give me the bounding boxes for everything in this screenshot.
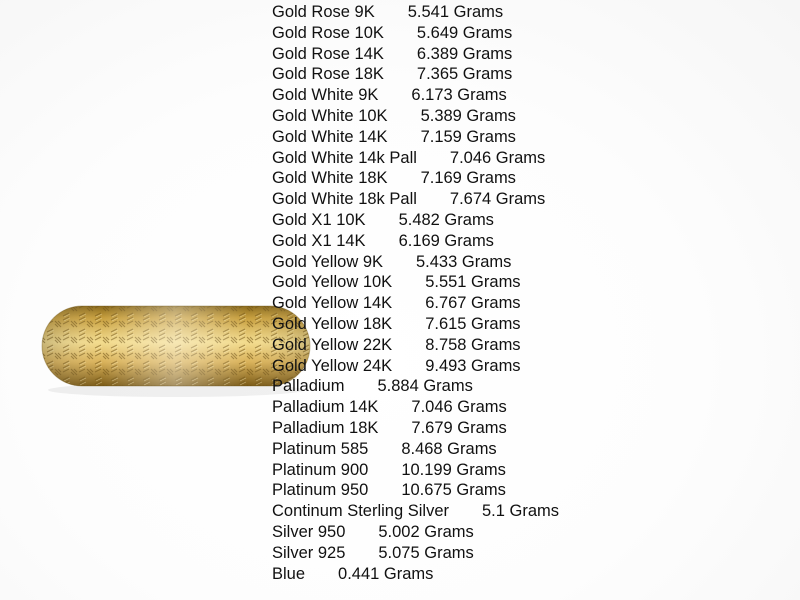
metal-weight: 10.675 Grams [401, 481, 506, 500]
metal-weight: 0.441 Grams [338, 564, 434, 583]
weight-row [272, 148, 559, 169]
weight-row [272, 356, 559, 377]
metal-weight: 6.767 Grams [425, 294, 521, 313]
metal-weight: 5.884 Grams [377, 377, 473, 396]
weight-row [272, 418, 559, 439]
metal-weight: 5.649 Grams [416, 23, 513, 42]
weight-row [272, 564, 559, 585]
metal-name: Gold Yellow 9K [272, 252, 383, 271]
weight-row [272, 501, 559, 522]
weight-row [272, 272, 559, 293]
metal-name: Platinum 585 [272, 439, 369, 458]
metal-weight: 5.551 Grams [425, 273, 521, 292]
weight-row [272, 543, 559, 564]
weight-row [272, 376, 559, 397]
metal-name: Gold White 9K [272, 86, 379, 105]
weight-row [272, 252, 559, 273]
weight-row [272, 480, 559, 501]
metal-name: Gold Rose 9K [272, 3, 375, 21]
metal-name: Gold Rose 10K [272, 23, 384, 42]
weight-row [272, 64, 559, 85]
metal-name: Gold X1 14K [272, 231, 366, 250]
metal-name: Blue [272, 564, 306, 583]
metal-weight: 5.1 Grams [482, 502, 560, 521]
metal-name: Silver 950 [272, 522, 346, 541]
metal-name: Gold White 14k Pall [272, 148, 417, 167]
metal-name: Platinum 950 [272, 481, 369, 500]
metal-weight: 7.679 Grams [411, 418, 507, 437]
metal-weight: 7.169 Grams [420, 169, 516, 188]
metal-weight: 7.046 Grams [449, 148, 546, 167]
metal-name: Continum Sterling Silver [272, 502, 449, 521]
weight-row [272, 23, 559, 44]
metal-weight: 7.159 Grams [420, 127, 516, 146]
metal-weight: 7.046 Grams [411, 398, 507, 417]
metal-name: Gold White 10K [272, 106, 388, 125]
metal-weight: 7.674 Grams [449, 190, 546, 209]
metal-name: Palladium 14K [272, 398, 379, 417]
weight-row [272, 189, 559, 210]
metal-weight-list [272, 2, 559, 584]
metal-name: Palladium [272, 377, 345, 396]
weight-row [272, 522, 559, 543]
metal-name: Gold Rose 18K [272, 65, 384, 84]
metal-weight: 7.365 Grams [416, 65, 513, 84]
metal-name: Gold Yellow 24K [272, 356, 393, 375]
weight-row [272, 335, 559, 356]
weight-row [272, 397, 559, 418]
metal-name: Gold White 18k Pall [272, 190, 417, 209]
metal-weight: 5.433 Grams [416, 252, 512, 271]
metal-weight: 6.173 Grams [411, 86, 507, 105]
metal-weight: 8.758 Grams [425, 335, 521, 354]
weight-row [272, 210, 559, 231]
metal-name: Silver 925 [272, 543, 346, 562]
metal-name: Gold White 18K [272, 169, 388, 188]
weight-row [272, 439, 559, 460]
metal-name: Platinum 900 [272, 460, 369, 479]
metal-weight: 6.169 Grams [398, 231, 494, 250]
metal-name: Palladium 18K [272, 418, 379, 437]
metal-weight: 10.199 Grams [401, 460, 506, 479]
metal-weight: 5.075 Grams [378, 543, 474, 562]
weight-row [272, 2, 559, 23]
weight-row [272, 85, 559, 106]
weight-row [272, 106, 559, 127]
weight-row [272, 127, 559, 148]
weight-row [272, 231, 559, 252]
weight-row [272, 314, 559, 335]
metal-name: Gold Yellow 18K [272, 314, 393, 333]
metal-name: Gold Yellow 10K [272, 273, 393, 292]
weight-row [272, 44, 559, 65]
metal-weight: 5.002 Grams [378, 522, 474, 541]
metal-name: Gold Rose 14K [272, 44, 384, 63]
metal-weight: 5.482 Grams [398, 210, 494, 229]
metal-name: Gold White 14K [272, 127, 388, 146]
metal-weight: 7.615 Grams [425, 314, 521, 333]
metal-name: Gold Yellow 14K [272, 294, 393, 313]
metal-name: Gold Yellow 22K [272, 335, 393, 354]
metal-weight: 9.493 Grams [425, 356, 521, 375]
metal-weight: 6.389 Grams [416, 44, 513, 63]
weight-row [272, 168, 559, 189]
weight-row [272, 460, 559, 481]
metal-name: Gold X1 10K [272, 210, 366, 229]
metal-weight: 5.541 Grams [407, 3, 504, 21]
metal-weight: 5.389 Grams [420, 106, 516, 125]
weight-row [272, 293, 559, 314]
metal-weight: 8.468 Grams [401, 439, 497, 458]
